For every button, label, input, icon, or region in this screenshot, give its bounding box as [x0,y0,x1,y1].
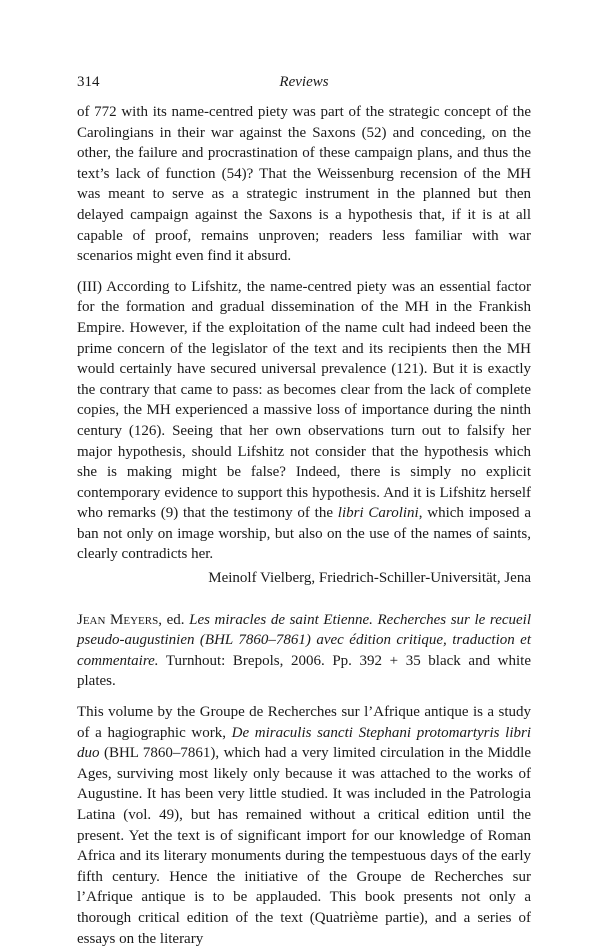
body-text [77,102,531,949]
review-intro-text-after: (BHL 7860–7861), which had a very limited circulation in the Middle Ages, surviving most likely only because it was attached to the works of Augustine. It has been very little studied. It was included in the Patrologia Latina (vol. 49), but has remained without a critical edition until the present. Yet the text is of significant import for our knowledge of Roman Africa and its literary monuments during the tempestuous days of the early fifth century. Hence the initiative of the Groupe de Recherches sur l’Afrique antique is to be applauded. This book presents not only a thorough critical edition of the text (Quatrième partie), and a series of essays on the literary [77,745,531,947]
reviewer-signature: Meinolf Vielberg, Friedrich-Schiller-Universität, Jena [208,570,531,587]
review-continuation-paragraph: of 772 with its name-centred piety was part of the strategic concept of the Carolingians in their war against the Saxons (52) and conceding, on the other, the failure and procrastination of these campaign plans, and thus the text’s lack of function (54)? That the Weissenburg recension of the MH was meant to serve as a strategic instrument in the planned but then delayed campaign against the Saxons is a hypothesis that, if it is at all capable of proof, remains unproven; readers less familiar with war scenarios might even find it absurd. [77,104,531,265]
libri-carolini-title: libri Carolini [337,505,419,522]
work-title: De miraculis sancti Stephani protomartyris libri duo [77,724,531,762]
book-title: Les miracles de saint Etienne. Recherches sur le recueil pseudo-augustinien (BHL 7860–7861) avec édition critique, traduction et commentaire. [77,611,531,669]
point-iii-text-after: , which imposed a ban not only on image worship, but also on the use of the names of saints, clearly contradicts her. [77,505,531,563]
book-citation [77,610,531,692]
page-header [77,72,531,92]
page-number: 314 [77,74,100,90]
editor-name: Jean Meyers [77,611,159,628]
point-iii-text-before: (III) According to Lifshitz, the name-centred piety was an essential factor for the formation and gradual dissemination of the MH in the Frankish Empire. However, if the exploitation of the name cult had indeed been the prime concern of the legislator of the text and its recipients then the MH would certainly have secured universal prevalence (121). But it is exactly the contrary that came to pass: as becomes clear from the lack of complete copies, the MH experienced a massive loss of importance during the ninth century (126). Seeing that her own observations turn out to falsify her major hypothesis, should Lifshitz not consider that the hypothesis which she is making might be false? Indeed, there is simply no explicit contemporary evidence to support this hypothesis. And it is Lifshitz herself who remarks (9) that the testimony of the [77,278,531,522]
point-iii-paragraph [77,277,531,565]
review-intro-text-before: This volume by the Groupe de Recherches sur l’Afrique antique is a study of a hagiographic work, [77,704,531,741]
page [77,72,531,949]
editor-suffix: , ed. [158,611,190,628]
publication-details: Turnhout: Brepols, 2006. Pp. 392 + 35 black and white plates. [77,652,531,690]
running-head: Reviews [279,74,329,90]
review-intro-paragraph [77,702,531,949]
